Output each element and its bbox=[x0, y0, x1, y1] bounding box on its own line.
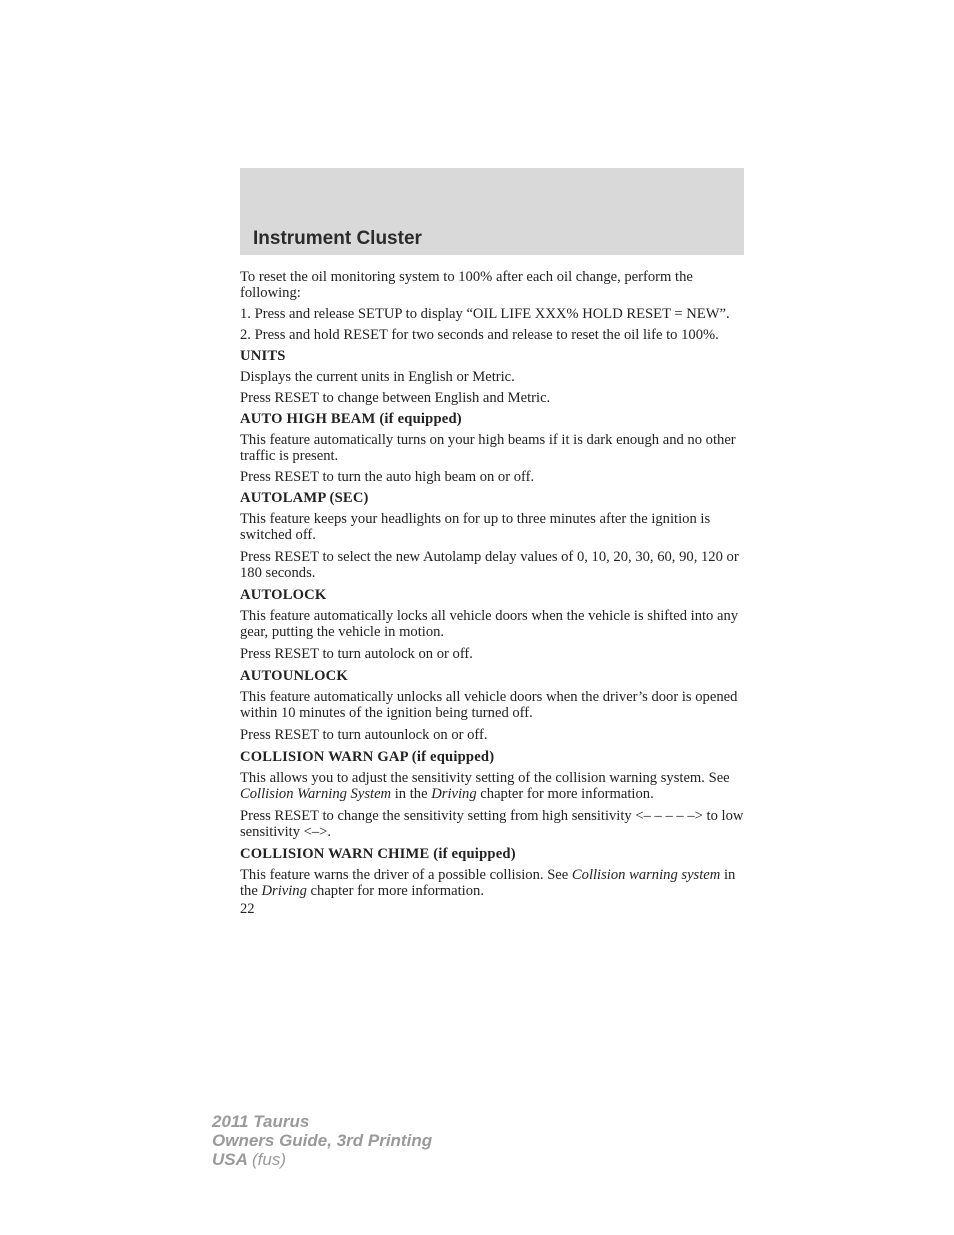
intro-paragraph: To reset the oil monitoring system to 100% after each oil change, perform the following: bbox=[240, 269, 693, 301]
step-1: 1. Press and release SETUP to display “OIL LIFE XXX% HOLD RESET = NEW”. bbox=[240, 306, 730, 322]
cross-reference: Collision Warning System bbox=[240, 786, 392, 802]
collision-warn-chime-heading: COLLISION WARN CHIME (if equipped) bbox=[240, 846, 516, 862]
collision-warn-gap-description: This allows you to adjust the sensitivity setting of the collision warning system. See Collision Warning System in the Driving chapter for more information. bbox=[240, 770, 730, 802]
autolock-heading: AUTOLOCK bbox=[240, 587, 327, 603]
units-heading: UNITS bbox=[240, 348, 286, 364]
footer-market: USA (fus) bbox=[212, 1150, 286, 1169]
chapter-reference: Driving bbox=[431, 786, 477, 802]
auto-high-beam-heading: AUTO HIGH BEAM (if equipped) bbox=[240, 411, 462, 427]
collision-warn-gap-instruction: Press RESET to change the sensitivity setting from high sensitivity <– – – – –> to low sensitivity <–>. bbox=[240, 808, 744, 840]
step-2: 2. Press and hold RESET for two seconds and release to reset the oil life to 100%. bbox=[240, 327, 719, 343]
autolamp-heading: AUTOLAMP (SEC) bbox=[240, 490, 369, 506]
units-description: Displays the current units in English or Metric. bbox=[240, 369, 515, 385]
page-number: 22 bbox=[240, 901, 255, 917]
autounlock-instruction: Press RESET to turn autounlock on or off. bbox=[240, 727, 488, 743]
auto-high-beam-description: This feature automatically turns on your high beams if it is dark enough and no other traffic is present. bbox=[240, 432, 736, 464]
autounlock-heading: AUTOUNLOCK bbox=[240, 668, 348, 684]
footer-market-code: (fus) bbox=[252, 1150, 286, 1169]
page-body bbox=[240, 269, 744, 917]
autounlock-description: This feature automatically unlocks all vehicle doors when the driver’s door is opened within 10 minutes of the ignition being turned off. bbox=[240, 689, 738, 721]
units-instruction: Press RESET to change between English and Metric. bbox=[240, 390, 551, 406]
collision-warn-gap-heading: COLLISION WARN GAP (if equipped) bbox=[240, 749, 495, 765]
section-title: Instrument Cluster bbox=[253, 228, 422, 249]
autolamp-description: This feature keeps your headlights on for up to three minutes after the ignition is switched off. bbox=[240, 511, 711, 543]
auto-high-beam-instruction: Press RESET to turn the auto high beam on or off. bbox=[240, 469, 535, 485]
footer-model: 2011 Taurus bbox=[212, 1112, 310, 1131]
chapter-reference: Driving bbox=[261, 883, 307, 899]
cross-reference: Collision warning system bbox=[571, 867, 721, 883]
autolock-instruction: Press RESET to turn autolock on or off. bbox=[240, 646, 473, 662]
collision-warn-chime-description: This feature warns the driver of a possible collision. See Collision warning system in the Driving chapter for more information. bbox=[240, 867, 736, 899]
section-header-band bbox=[240, 168, 744, 255]
footer-guide-edition: Owners Guide, 3rd Printing bbox=[212, 1131, 433, 1150]
autolamp-instruction: Press RESET to select the new Autolamp delay values of 0, 10, 20, 30, 60, 90, 120 or 180 seconds. bbox=[240, 549, 739, 581]
footer-publication-info bbox=[212, 1112, 432, 1169]
autolock-description: This feature automatically locks all vehicle doors when the vehicle is shifted into any gear, putting the vehicle in motion. bbox=[240, 608, 739, 640]
